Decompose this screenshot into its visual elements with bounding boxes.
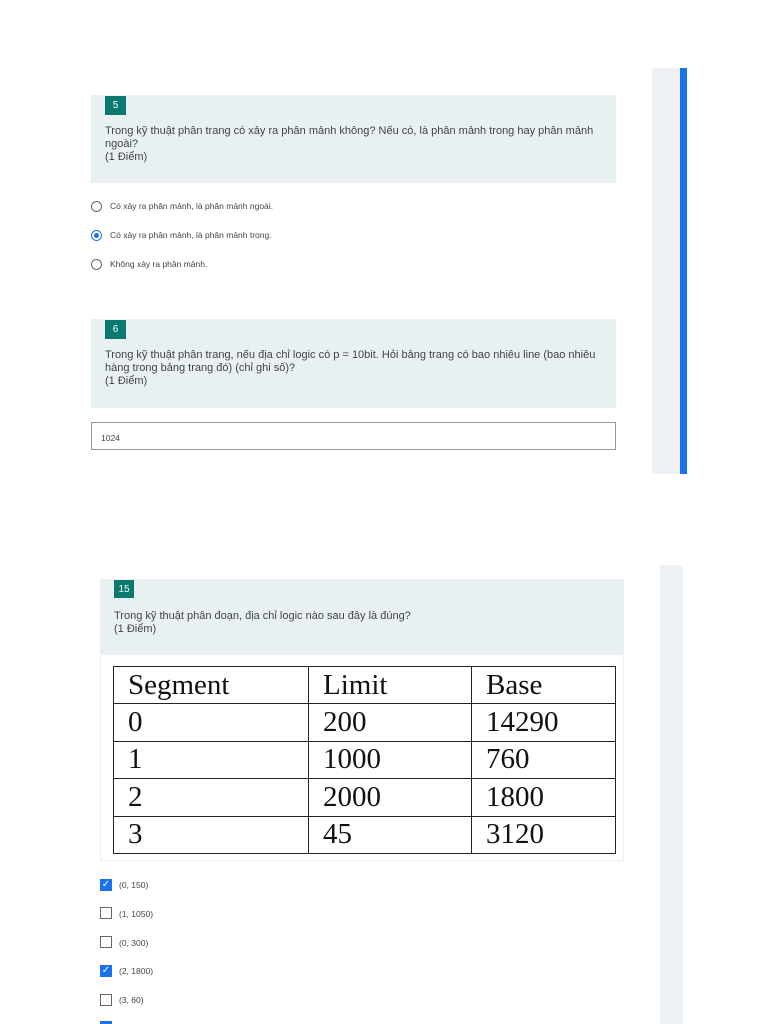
table-cell: 1	[114, 741, 309, 778]
checkmark-icon: ✓	[101, 965, 111, 976]
q5-option-1[interactable]	[91, 198, 273, 214]
table-cell: 1800	[472, 779, 616, 816]
question-5-points: (1 Điểm)	[105, 151, 148, 163]
q15-option-5-label: (3, 60)	[119, 995, 144, 1005]
q15-option-2-label: (1, 1050)	[119, 909, 154, 919]
table-cell: 14290	[472, 704, 616, 741]
q5-option-2-radio[interactable]	[91, 230, 102, 241]
table-cell: 760	[472, 741, 616, 778]
q5-option-3[interactable]	[91, 256, 207, 272]
table-header-cell: Segment	[114, 667, 309, 704]
question-5-title: Trong kỹ thuật phân trang có xảy ra phân mảnh không? Nếu có, là phân mảnh trong hay phân mảnh ngoài?	[105, 125, 594, 150]
question-5-text	[105, 125, 610, 164]
question-6-title: Trong kỹ thuật phân trang, nếu địa chỉ logic có p = 10bit. Hỏi bảng trang có bao nhiêu line (bao nhiêu hàng trong bảng trang đó) (chỉ ghi số)?	[105, 349, 596, 374]
q5-option-3-radio[interactable]	[91, 259, 102, 270]
table-cell: 0	[114, 704, 309, 741]
table-cell: 2000	[309, 779, 472, 816]
checkmark-icon: ✓	[101, 879, 111, 890]
table-header-cell: Base	[472, 667, 616, 704]
question-15-text	[114, 610, 614, 636]
q15-option-1-label: (0, 150)	[119, 880, 149, 890]
q15-option-5-checkbox[interactable]	[100, 994, 112, 1006]
question-15-title: Trong kỹ thuật phân đoạn, địa chỉ logic nào sau đây là đúng?	[114, 610, 411, 622]
table-cell: 45	[309, 816, 472, 853]
table-row	[114, 816, 616, 853]
q15-option-2-checkbox[interactable]	[100, 907, 112, 919]
scrollbar-track-bottom[interactable]	[660, 565, 683, 1024]
q5-option-2[interactable]	[91, 227, 272, 243]
question-15-points: (1 Điểm)	[114, 623, 157, 635]
table-cell: 3120	[472, 816, 616, 853]
table-header-cell: Limit	[309, 667, 472, 704]
q15-option-4-checkbox[interactable]	[100, 965, 112, 977]
table-row	[114, 704, 616, 741]
table-cell: 2	[114, 779, 309, 816]
table-header-row	[114, 667, 616, 704]
question-5-number: 5	[105, 96, 126, 115]
q6-answer-input[interactable]: 1024	[91, 422, 616, 450]
question-6-number: 6	[105, 320, 126, 339]
table-cell: 1000	[309, 741, 472, 778]
question-6-points: (1 Điểm)	[105, 375, 148, 387]
question-15-number: 15	[114, 580, 134, 598]
scrollbar-thumb-top[interactable]	[680, 68, 687, 474]
q15-option-1-checkbox[interactable]	[100, 879, 112, 891]
segment-table	[113, 666, 616, 854]
q15-option-3-label: (0, 300)	[119, 938, 149, 948]
q5-option-2-label: Có xảy ra phân mảnh, là phân mảnh trong.	[110, 230, 272, 240]
table-row	[114, 779, 616, 816]
question-6-text	[105, 349, 605, 388]
q5-option-3-label: Không xảy ra phân mảnh.	[110, 259, 208, 269]
q15-option-3-checkbox[interactable]	[100, 936, 112, 948]
q5-option-1-label: Có xảy ra phân mảnh, là phân mảnh ngoài.	[110, 201, 274, 211]
table-cell: 3	[114, 816, 309, 853]
table-cell: 200	[309, 704, 472, 741]
q15-option-4-label: (2, 1800)	[119, 966, 154, 976]
q5-option-1-radio[interactable]	[91, 201, 102, 212]
table-row	[114, 741, 616, 778]
